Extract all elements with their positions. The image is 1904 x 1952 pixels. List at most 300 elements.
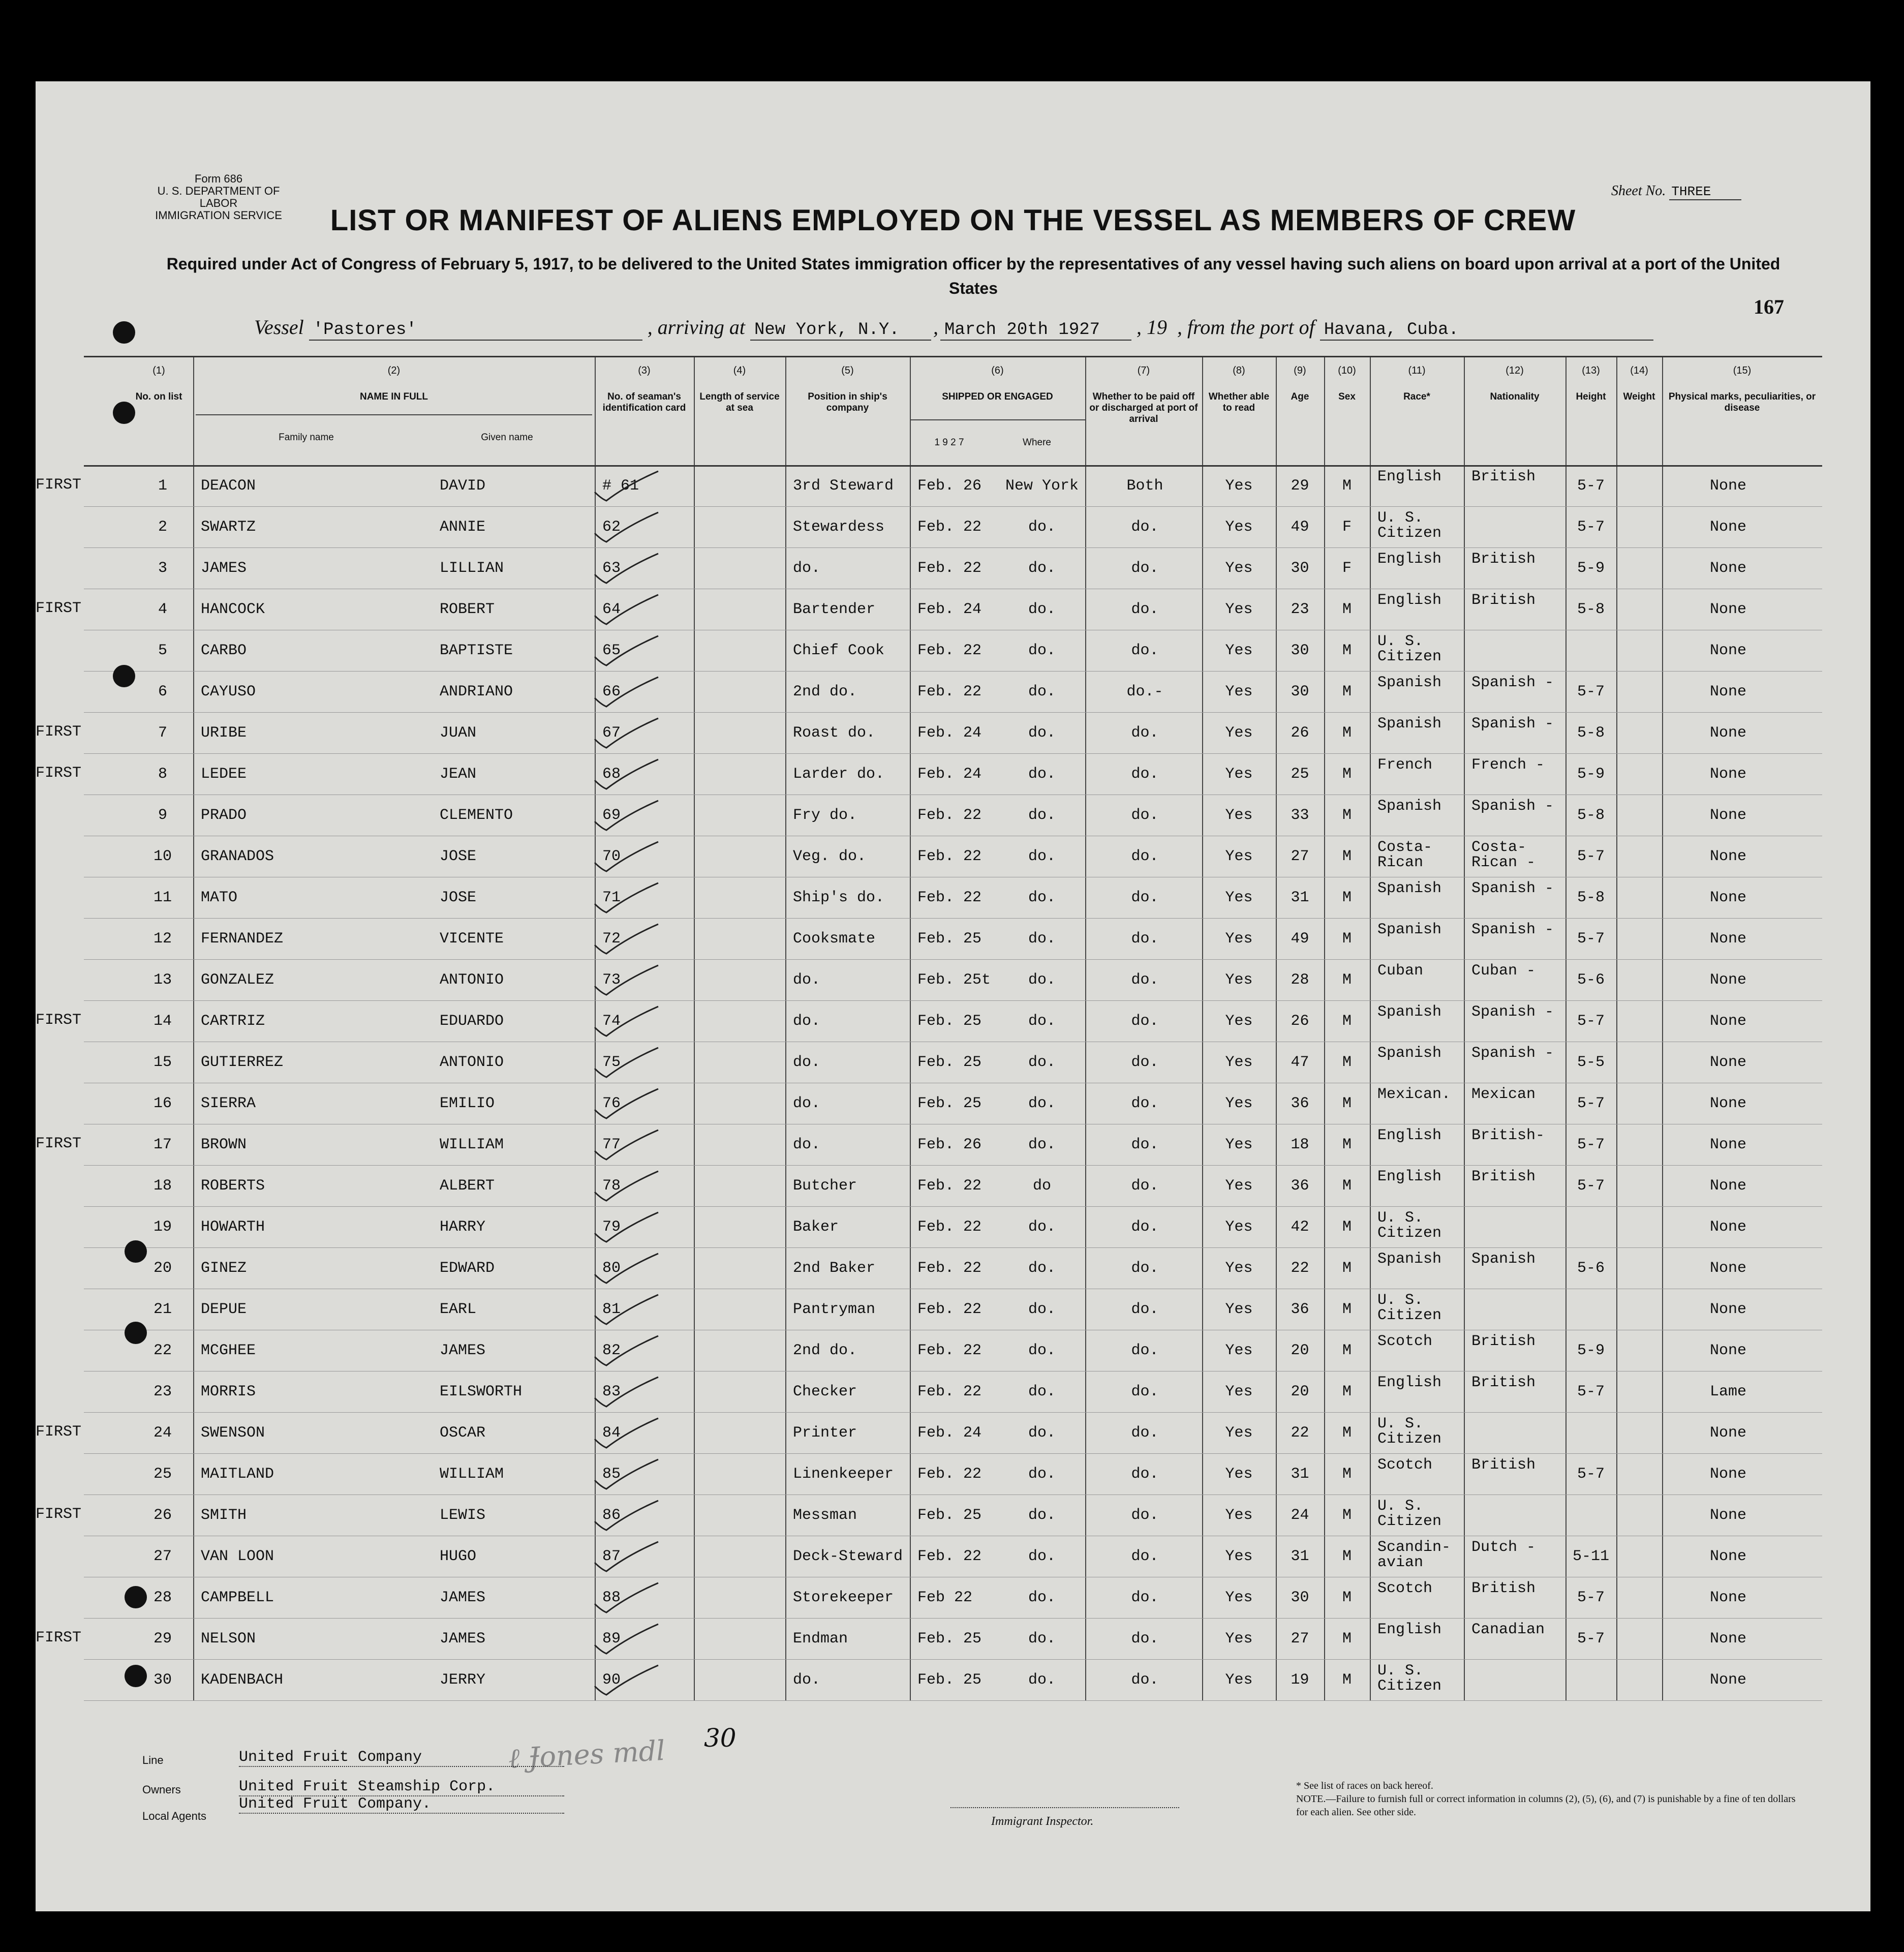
cell-race: U. S. Citizen xyxy=(1377,1662,1442,1695)
cell-no: 29 xyxy=(153,1630,172,1648)
cell-position: Ship's do. xyxy=(793,889,885,906)
cell-sex: F xyxy=(1342,518,1352,536)
cell-paid: do. xyxy=(1131,1342,1159,1359)
cell-race: Spanish xyxy=(1377,674,1442,691)
cell-marks: None xyxy=(1709,889,1746,906)
cell-race: English xyxy=(1377,468,1442,485)
cell-where: do. xyxy=(1028,683,1056,700)
cell-age: 31 xyxy=(1291,1548,1309,1565)
column-header: Nationality xyxy=(1490,391,1540,402)
table-row xyxy=(84,1289,1822,1330)
cell-paid: do. xyxy=(1131,971,1159,989)
cell-card: 86 xyxy=(602,1507,621,1524)
cell-card: 80 xyxy=(602,1260,621,1277)
cell-card: 72 xyxy=(602,930,621,948)
cell-height: 5-7 xyxy=(1577,1095,1605,1112)
cell-given: EDUARDO xyxy=(440,1013,504,1030)
cell-sex: M xyxy=(1342,1136,1352,1153)
cell-marks: None xyxy=(1709,1548,1746,1565)
cell-no: 2 xyxy=(158,518,167,536)
check-mark xyxy=(592,1210,663,1246)
column-number: (1) xyxy=(152,365,165,376)
cell-nationality: Spanish - xyxy=(1471,1003,1554,1021)
cell-position: Cooksmate xyxy=(793,930,876,948)
check-mark xyxy=(592,552,663,587)
cell-family: SIERRA xyxy=(201,1095,256,1112)
cell-age: 27 xyxy=(1291,848,1309,865)
column-number: (15) xyxy=(1733,365,1752,376)
cell-read: Yes xyxy=(1225,807,1253,824)
column-number: (8) xyxy=(1233,365,1245,376)
total-count: 30 xyxy=(704,1723,736,1753)
cell-race: Spanish xyxy=(1377,921,1442,938)
cell-date: Feb. 22 xyxy=(917,1548,982,1565)
departure-port: Havana, Cuba. xyxy=(1320,320,1653,341)
cell-sex: M xyxy=(1342,1383,1352,1400)
cell-height: 5-7 xyxy=(1577,1383,1605,1400)
column-header: Sex xyxy=(1338,391,1356,402)
cell-read: Yes xyxy=(1225,1383,1253,1400)
cell-date: Feb. 22 xyxy=(917,642,982,659)
cell-given: JAMES xyxy=(440,1342,486,1359)
cell-nationality: British xyxy=(1471,1333,1536,1350)
cell-position: do. xyxy=(793,1054,821,1071)
punch-hole xyxy=(113,321,135,344)
row-mark: FIRST xyxy=(36,1135,82,1152)
cell-given: DAVID xyxy=(440,477,486,495)
cell-where: do. xyxy=(1028,1342,1056,1359)
cell-age: 29 xyxy=(1291,477,1309,495)
cell-read: Yes xyxy=(1225,889,1253,906)
cell-nationality: British xyxy=(1471,1580,1536,1597)
cell-where: do. xyxy=(1028,560,1056,577)
cell-race: U. S. Citizen xyxy=(1377,1292,1442,1324)
cell-date: Feb. 22 xyxy=(917,1260,982,1277)
cell-paid: do.- xyxy=(1126,683,1163,700)
cell-marks: None xyxy=(1709,1260,1746,1277)
cell-given: EILSWORTH xyxy=(440,1383,523,1400)
cell-nationality: British xyxy=(1471,1456,1536,1474)
cell-paid: do. xyxy=(1131,1013,1159,1030)
cell-race: U. S. Citizen xyxy=(1377,1415,1442,1448)
cell-height: 5-7 xyxy=(1577,848,1605,865)
cell-paid: do. xyxy=(1131,642,1159,659)
cell-date: Feb. 25t xyxy=(917,971,991,989)
cell-race: U. S. Citizen xyxy=(1377,509,1442,542)
cell-sex: M xyxy=(1342,1589,1352,1606)
cell-nationality: British xyxy=(1471,592,1536,609)
column-number: (7) xyxy=(1137,365,1150,376)
cell-family: PRADO xyxy=(201,807,247,824)
cell-marks: None xyxy=(1709,1671,1746,1689)
cell-card: 90 xyxy=(602,1671,621,1689)
cell-given: JERRY xyxy=(440,1671,486,1689)
arrival-date: March 20th 1927 xyxy=(940,320,1131,341)
cell-age: 22 xyxy=(1291,1260,1309,1277)
cell-where: do. xyxy=(1028,848,1056,865)
cell-no: 14 xyxy=(153,1013,172,1030)
cell-read: Yes xyxy=(1225,1671,1253,1689)
cell-position: 2nd do. xyxy=(793,1342,857,1359)
cell-position: do. xyxy=(793,971,821,989)
cell-height: 5-9 xyxy=(1577,1342,1605,1359)
cell-age: 30 xyxy=(1291,560,1309,577)
cell-family: MATO xyxy=(201,889,238,906)
cell-family: GRANADOS xyxy=(201,848,274,865)
cell-no: 6 xyxy=(158,683,167,700)
cell-family: FERNANDEZ xyxy=(201,930,284,948)
cell-marks: None xyxy=(1709,683,1746,700)
cell-marks: None xyxy=(1709,642,1746,659)
cell-family: GINEZ xyxy=(201,1260,247,1277)
cell-nationality: Spanish - xyxy=(1471,715,1554,733)
cell-card: 84 xyxy=(602,1424,621,1442)
check-mark xyxy=(592,1499,663,1534)
check-mark xyxy=(592,1293,663,1328)
cell-date: Feb. 24 xyxy=(917,724,982,742)
cell-no: 4 xyxy=(158,601,167,618)
cell-position: Stewardess xyxy=(793,518,885,536)
cell-sex: M xyxy=(1342,1630,1352,1648)
cell-position: Pantryman xyxy=(793,1301,876,1318)
cell-where: do. xyxy=(1028,1548,1056,1565)
cell-no: 18 xyxy=(153,1177,172,1195)
service-name: IMMIGRATION SERVICE xyxy=(155,209,282,222)
column-header: No. of seaman's identification card xyxy=(602,391,686,413)
cell-family: CAYUSO xyxy=(201,683,256,700)
table-row xyxy=(36,1000,1822,1042)
table-top-border xyxy=(84,356,1822,357)
cell-age: 23 xyxy=(1291,601,1309,618)
check-mark xyxy=(592,1663,663,1699)
cell-paid: do. xyxy=(1131,1383,1159,1400)
cell-paid: do. xyxy=(1131,848,1159,865)
cell-where: do. xyxy=(1028,1671,1056,1689)
cell-card: 87 xyxy=(602,1548,621,1565)
column-number: (4) xyxy=(733,365,746,376)
arrival-port: New York, N.Y. xyxy=(750,320,931,341)
cell-card: 63 xyxy=(602,560,621,577)
check-mark xyxy=(592,1169,663,1205)
cell-given: EARL xyxy=(440,1301,477,1318)
cell-card: 74 xyxy=(602,1013,621,1030)
cell-date: Feb. 22 xyxy=(917,1301,982,1318)
cell-where: do. xyxy=(1028,807,1056,824)
cell-read: Yes xyxy=(1225,1466,1253,1483)
cell-position: Deck-Steward xyxy=(793,1548,903,1565)
cell-no: 9 xyxy=(158,807,167,824)
cell-given: ANNIE xyxy=(440,518,486,536)
cell-paid: do. xyxy=(1131,889,1159,906)
cell-sex: M xyxy=(1342,1671,1352,1689)
check-mark xyxy=(592,1128,663,1164)
cell-paid: do. xyxy=(1131,1466,1159,1483)
cell-where: do. xyxy=(1028,1054,1056,1071)
cell-paid: do. xyxy=(1131,601,1159,618)
cell-race: English xyxy=(1377,592,1442,609)
cell-read: Yes xyxy=(1225,560,1253,577)
cell-given: JAMES xyxy=(440,1589,486,1606)
cell-family: URIBE xyxy=(201,724,247,742)
check-mark xyxy=(592,634,663,669)
cell-height: 5-7 xyxy=(1577,683,1605,700)
cell-date: Feb. 25 xyxy=(917,1013,982,1030)
cell-card: 75 xyxy=(602,1054,621,1071)
cell-sex: M xyxy=(1342,601,1352,618)
arriving-label: , arriving at xyxy=(647,316,745,339)
check-mark xyxy=(592,1375,663,1411)
check-mark xyxy=(592,963,663,999)
cell-marks: None xyxy=(1709,930,1746,948)
cell-age: 36 xyxy=(1291,1095,1309,1112)
table-row xyxy=(84,1536,1822,1577)
cell-nationality: Spanish - xyxy=(1471,1045,1554,1062)
cell-paid: do. xyxy=(1131,1507,1159,1524)
table-row xyxy=(84,959,1822,1000)
cell-nationality: British xyxy=(1471,468,1536,485)
table-row xyxy=(84,506,1822,547)
cell-no: 28 xyxy=(153,1589,172,1606)
cell-no: 23 xyxy=(153,1383,172,1400)
cell-family: CAMPBELL xyxy=(201,1589,274,1606)
cell-date: Feb. 25 xyxy=(917,1671,982,1689)
cell-given: JUAN xyxy=(440,724,477,742)
cell-sex: M xyxy=(1342,1054,1352,1071)
cell-marks: None xyxy=(1709,766,1746,783)
cell-age: 25 xyxy=(1291,766,1309,783)
column-number: (11) xyxy=(1408,365,1426,376)
column-number: (2) xyxy=(387,365,401,376)
cell-date: Feb. 26 xyxy=(917,477,982,495)
cell-sex: M xyxy=(1342,724,1352,742)
cell-where: do. xyxy=(1028,1260,1056,1277)
cell-card: 66 xyxy=(602,683,621,700)
cell-card: 71 xyxy=(602,889,621,906)
column-header: Race* xyxy=(1403,391,1430,402)
cell-where: do. xyxy=(1028,1630,1056,1648)
cell-no: 15 xyxy=(153,1054,172,1071)
table-row xyxy=(36,753,1822,795)
cell-age: 42 xyxy=(1291,1218,1309,1236)
sheet-number-label: Sheet No. xyxy=(1611,183,1666,199)
cell-where: do. xyxy=(1028,1424,1056,1442)
cell-age: 27 xyxy=(1291,1630,1309,1648)
cell-given: HARRY xyxy=(440,1218,486,1236)
cell-position: Baker xyxy=(793,1218,839,1236)
cell-nationality: Canadian xyxy=(1471,1621,1545,1638)
cell-sex: M xyxy=(1342,1218,1352,1236)
cell-age: 30 xyxy=(1291,642,1309,659)
fine-note: NOTE.—Failure to furnish full or correct information in columns (2), (5), (6), and (7) is punishable by a fine of ten dollars for each alien. See other side. xyxy=(1296,1793,1796,1818)
cell-marks: None xyxy=(1709,1095,1746,1112)
line-label: Line xyxy=(142,1754,164,1766)
cell-paid: do. xyxy=(1131,1218,1159,1236)
cell-card: 89 xyxy=(602,1630,621,1648)
check-mark xyxy=(592,675,663,711)
check-mark xyxy=(592,716,663,752)
cell-card: 83 xyxy=(602,1383,621,1400)
cell-read: Yes xyxy=(1225,1342,1253,1359)
vessel-label: Vessel xyxy=(254,316,304,339)
cell-sex: M xyxy=(1342,1260,1352,1277)
table-row xyxy=(84,1083,1822,1124)
cell-no: 24 xyxy=(153,1424,172,1442)
column-header: SHIPPED OR ENGAGED xyxy=(942,391,1053,402)
cell-position: Storekeeper xyxy=(793,1589,894,1606)
table-row xyxy=(84,1577,1822,1618)
cell-family: CARBO xyxy=(201,642,247,659)
cell-height: 5-6 xyxy=(1577,1260,1605,1277)
cell-marks: None xyxy=(1709,1013,1746,1030)
cell-race: Spanish xyxy=(1377,798,1442,815)
cell-paid: do. xyxy=(1131,1589,1159,1606)
cell-where: do. xyxy=(1028,1136,1056,1153)
column-header: NAME IN FULL xyxy=(359,391,428,402)
cell-marks: None xyxy=(1709,1466,1746,1483)
cell-card: 65 xyxy=(602,642,621,659)
cell-marks: None xyxy=(1709,1342,1746,1359)
cell-date: Feb. 24 xyxy=(917,601,982,618)
column-number: (12) xyxy=(1506,365,1524,376)
cell-height: 5-9 xyxy=(1577,766,1605,783)
cell-given: ANTONIO xyxy=(440,971,504,989)
cell-date: Feb. 22 xyxy=(917,1342,982,1359)
cell-where: do. xyxy=(1028,1301,1056,1318)
cell-position: Endman xyxy=(793,1630,848,1648)
cell-family: HOWARTH xyxy=(201,1218,265,1236)
column-number: (3) xyxy=(638,365,651,376)
cell-card: 76 xyxy=(602,1095,621,1112)
cell-read: Yes xyxy=(1225,1589,1253,1606)
cell-where: do. xyxy=(1028,766,1056,783)
cell-position: Chief Cook xyxy=(793,642,885,659)
cell-date: Feb. 22 xyxy=(917,1218,982,1236)
cell-paid: do. xyxy=(1131,1630,1159,1648)
cell-race: Spanish xyxy=(1377,1045,1442,1062)
cell-no: 12 xyxy=(153,930,172,948)
cell-sex: M xyxy=(1342,971,1352,989)
column-header: Length of service at sea xyxy=(699,391,780,413)
cell-sex: M xyxy=(1342,807,1352,824)
cell-no: 22 xyxy=(153,1342,172,1359)
cell-no: 30 xyxy=(153,1671,172,1689)
cell-paid: do. xyxy=(1131,518,1159,536)
cell-where: do. xyxy=(1028,518,1056,536)
cell-date: Feb. 25 xyxy=(917,1054,982,1071)
check-mark xyxy=(592,1252,663,1287)
row-mark: FIRST xyxy=(36,1629,82,1646)
table-row xyxy=(84,1165,1822,1206)
column-header: Whether to be paid off or discharged at port of arrival xyxy=(1089,391,1198,424)
cell-height: 5-7 xyxy=(1577,477,1605,495)
column-header: Age xyxy=(1291,391,1309,402)
cell-date: Feb. 22 xyxy=(917,1177,982,1195)
cell-sex: M xyxy=(1342,1466,1352,1483)
cell-age: 28 xyxy=(1291,971,1309,989)
cell-given: LILLIAN xyxy=(440,560,504,577)
cell-height: 5-7 xyxy=(1577,1013,1605,1030)
cell-no: 27 xyxy=(153,1548,172,1565)
table-row xyxy=(84,836,1822,877)
cell-position: Larder do. xyxy=(793,766,885,783)
cell-date: Feb. 25 xyxy=(917,930,982,948)
cell-paid: do. xyxy=(1131,1548,1159,1565)
table-row xyxy=(36,465,1822,506)
footnotes xyxy=(1296,1779,1804,1819)
cell-where: do. xyxy=(1028,889,1056,906)
cell-marks: None xyxy=(1709,1301,1746,1318)
cell-race: U. S. Citizen xyxy=(1377,633,1442,665)
cell-date: Feb. 22 xyxy=(917,683,982,700)
cell-read: Yes xyxy=(1225,1095,1253,1112)
table-row xyxy=(84,630,1822,671)
cell-read: Yes xyxy=(1225,683,1253,700)
cell-date: Feb. 25 xyxy=(917,1630,982,1648)
cell-nationality: British- xyxy=(1471,1127,1545,1144)
cell-family: LEDEE xyxy=(201,766,247,783)
agents-label: Local Agents xyxy=(142,1810,206,1822)
cell-where: do. xyxy=(1028,1095,1056,1112)
cell-marks: None xyxy=(1709,848,1746,865)
row-mark: FIRST xyxy=(36,1012,82,1029)
line-value: United Fruit Company xyxy=(239,1749,564,1767)
inspector-line xyxy=(950,1807,1179,1808)
cell-age: 49 xyxy=(1291,518,1309,536)
cell-given: ROBERT xyxy=(440,601,495,618)
column-number: (6) xyxy=(991,365,1004,376)
cell-height: 5-11 xyxy=(1572,1548,1609,1565)
cell-position: Fry do. xyxy=(793,807,857,824)
cell-no: 13 xyxy=(153,971,172,989)
cell-family: SWARTZ xyxy=(201,518,256,536)
check-mark xyxy=(592,1457,663,1493)
agents-value: United Fruit Company. xyxy=(239,1795,564,1814)
cell-race: English xyxy=(1377,1127,1442,1144)
cell-age: 30 xyxy=(1291,1589,1309,1606)
cell-read: Yes xyxy=(1225,848,1253,865)
cell-race: English xyxy=(1377,1374,1442,1391)
cell-where: do. xyxy=(1028,642,1056,659)
check-mark xyxy=(592,593,663,628)
table-row xyxy=(84,547,1822,589)
cell-race: French xyxy=(1377,756,1433,774)
cell-height: 5-7 xyxy=(1577,1177,1605,1195)
cell-given: CLEMENTO xyxy=(440,807,513,824)
cell-paid: do. xyxy=(1131,766,1159,783)
cell-sex: M xyxy=(1342,642,1352,659)
check-mark xyxy=(592,799,663,834)
table-row xyxy=(36,589,1822,630)
column-number: (9) xyxy=(1294,365,1306,376)
cell-race: U. S. Citizen xyxy=(1377,1498,1442,1530)
cell-card: # 61 xyxy=(602,477,639,495)
check-mark xyxy=(592,1334,663,1369)
cell-no: 20 xyxy=(153,1260,172,1277)
punch-hole xyxy=(125,1322,147,1344)
cell-card: 70 xyxy=(602,848,621,865)
cell-no: 10 xyxy=(153,848,172,865)
table-row xyxy=(84,1206,1822,1247)
cell-family: KADENBACH xyxy=(201,1671,284,1689)
cell-race: English xyxy=(1377,1621,1442,1638)
check-mark xyxy=(592,922,663,958)
cell-sex: M xyxy=(1342,1177,1352,1195)
cell-nationality: Costa-Rican - xyxy=(1471,839,1536,871)
cell-marks: None xyxy=(1709,1507,1746,1524)
cell-height: 5-8 xyxy=(1577,601,1605,618)
cell-paid: do. xyxy=(1131,1095,1159,1112)
cell-date: Feb. 26 xyxy=(917,1136,982,1153)
